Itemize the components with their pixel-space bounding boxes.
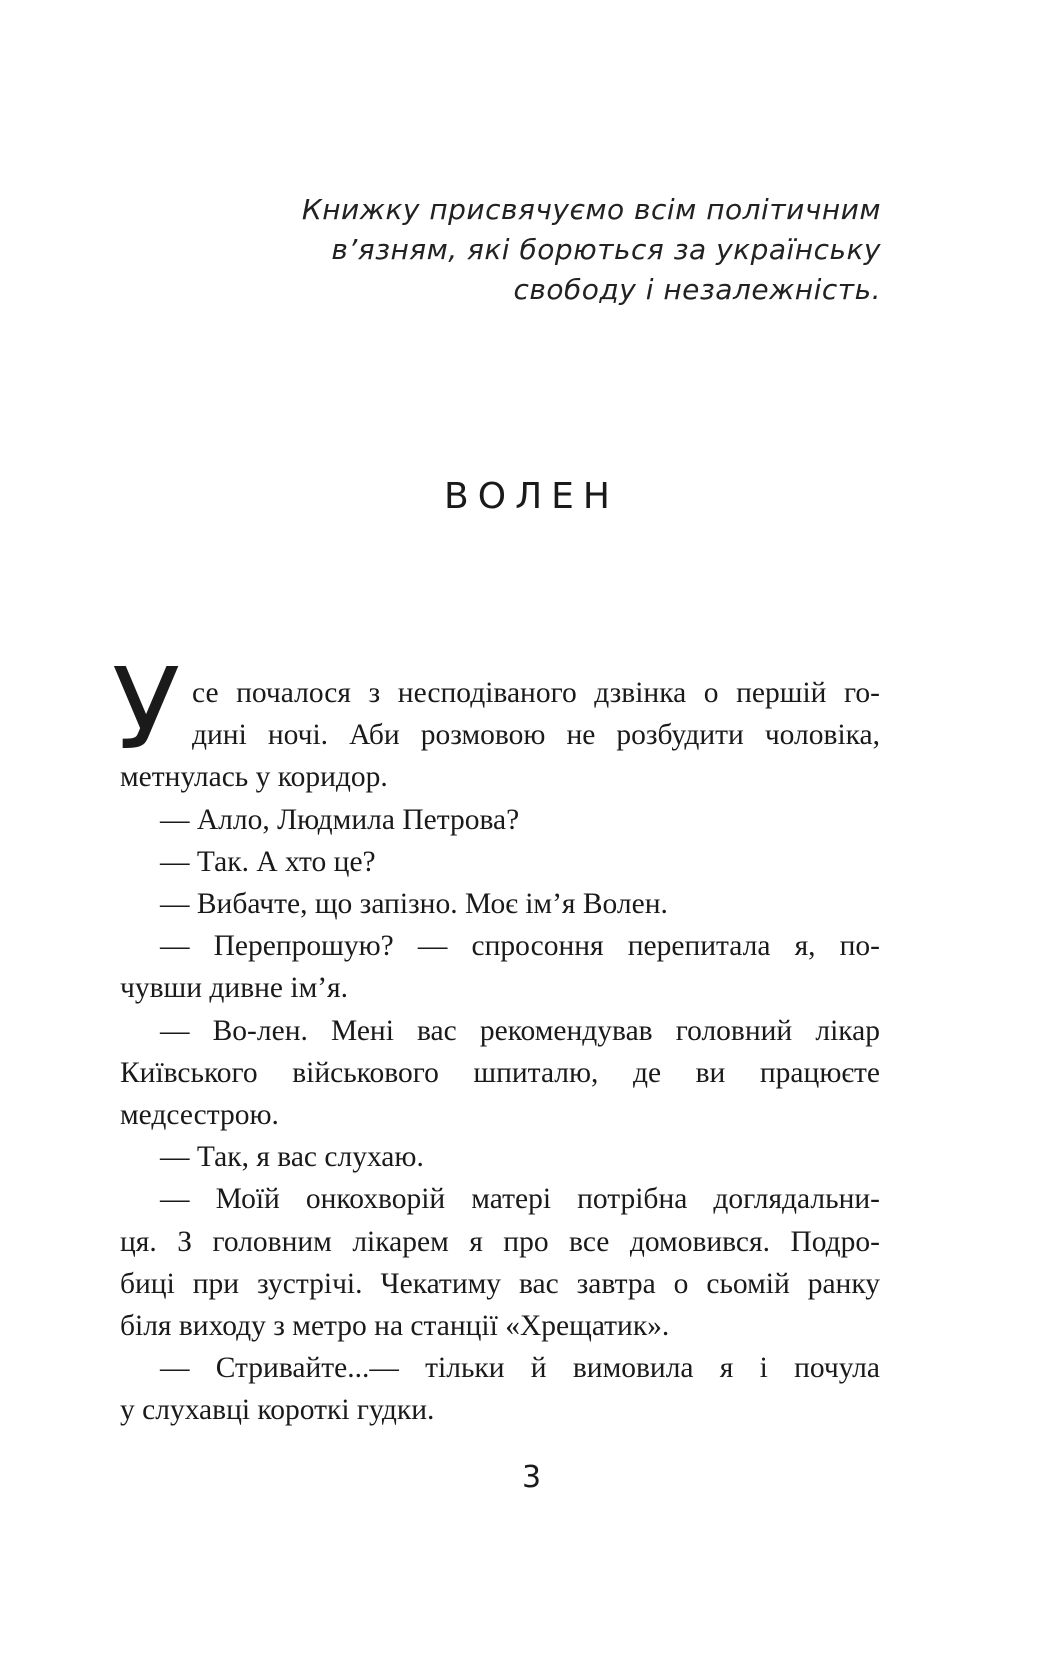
dialogue-line: ця. З головним лікарем я про все домовився. Подро- bbox=[120, 1225, 880, 1258]
paragraph-line: дині ночі. Аби розмовою не розбудити чоловіка, bbox=[192, 719, 880, 752]
dialogue-line: Київського військового шпиталю, де ви працюєте bbox=[120, 1056, 880, 1089]
dialogue-line: — Во-лен. Мені вас рекомендував головний лікар bbox=[160, 1014, 880, 1047]
drop-cap: У bbox=[112, 645, 181, 775]
dialogue-line: чувши дивне ім’я. bbox=[120, 972, 349, 1005]
dialogue-line: биці при зустрічі. Чекатиму вас завтра о сьомій ранку bbox=[120, 1267, 880, 1300]
dialogue-line: — Так, я вас слухаю. bbox=[160, 1141, 424, 1174]
chapter-title: ВОЛЕН bbox=[444, 476, 619, 517]
body-text bbox=[120, 672, 880, 1432]
dedication-line: свободу і незалежність. bbox=[513, 273, 881, 306]
dialogue-line: медсестрою. bbox=[120, 1099, 279, 1132]
dialogue-line: — Перепрошую? — спросоння перепитала я, по- bbox=[160, 930, 880, 963]
dedication-line: в’язням, які борються за українську bbox=[331, 233, 881, 266]
dialogue-line: — Стривайте...— тільки й вимовила я і почула bbox=[160, 1352, 880, 1385]
dialogue-line: біля виходу з метро на станції «Хрещатик». bbox=[120, 1310, 670, 1343]
dialogue-line: у слухавці короткі гудки. bbox=[120, 1394, 435, 1427]
paragraph-line: метнулась у коридор. bbox=[120, 761, 388, 794]
paragraph-line: се почалося з несподіваного дзвінка о першій го- bbox=[192, 677, 880, 709]
dialogue-line: — Алло, Людмила Петрова? bbox=[160, 803, 520, 836]
dialogue-line: — Моїй онкохворій матері потрібна доглядальни- bbox=[160, 1183, 880, 1216]
dedication bbox=[241, 190, 881, 310]
dialogue-line: — Вибачте, що запізно. Моє ім’я Волен. bbox=[160, 888, 668, 921]
page-number: 3 bbox=[521, 1460, 542, 1495]
dedication-line: Книжку присвячуємо всім політичним bbox=[301, 193, 881, 226]
dialogue-line: — Так. А хто це? bbox=[160, 845, 376, 878]
